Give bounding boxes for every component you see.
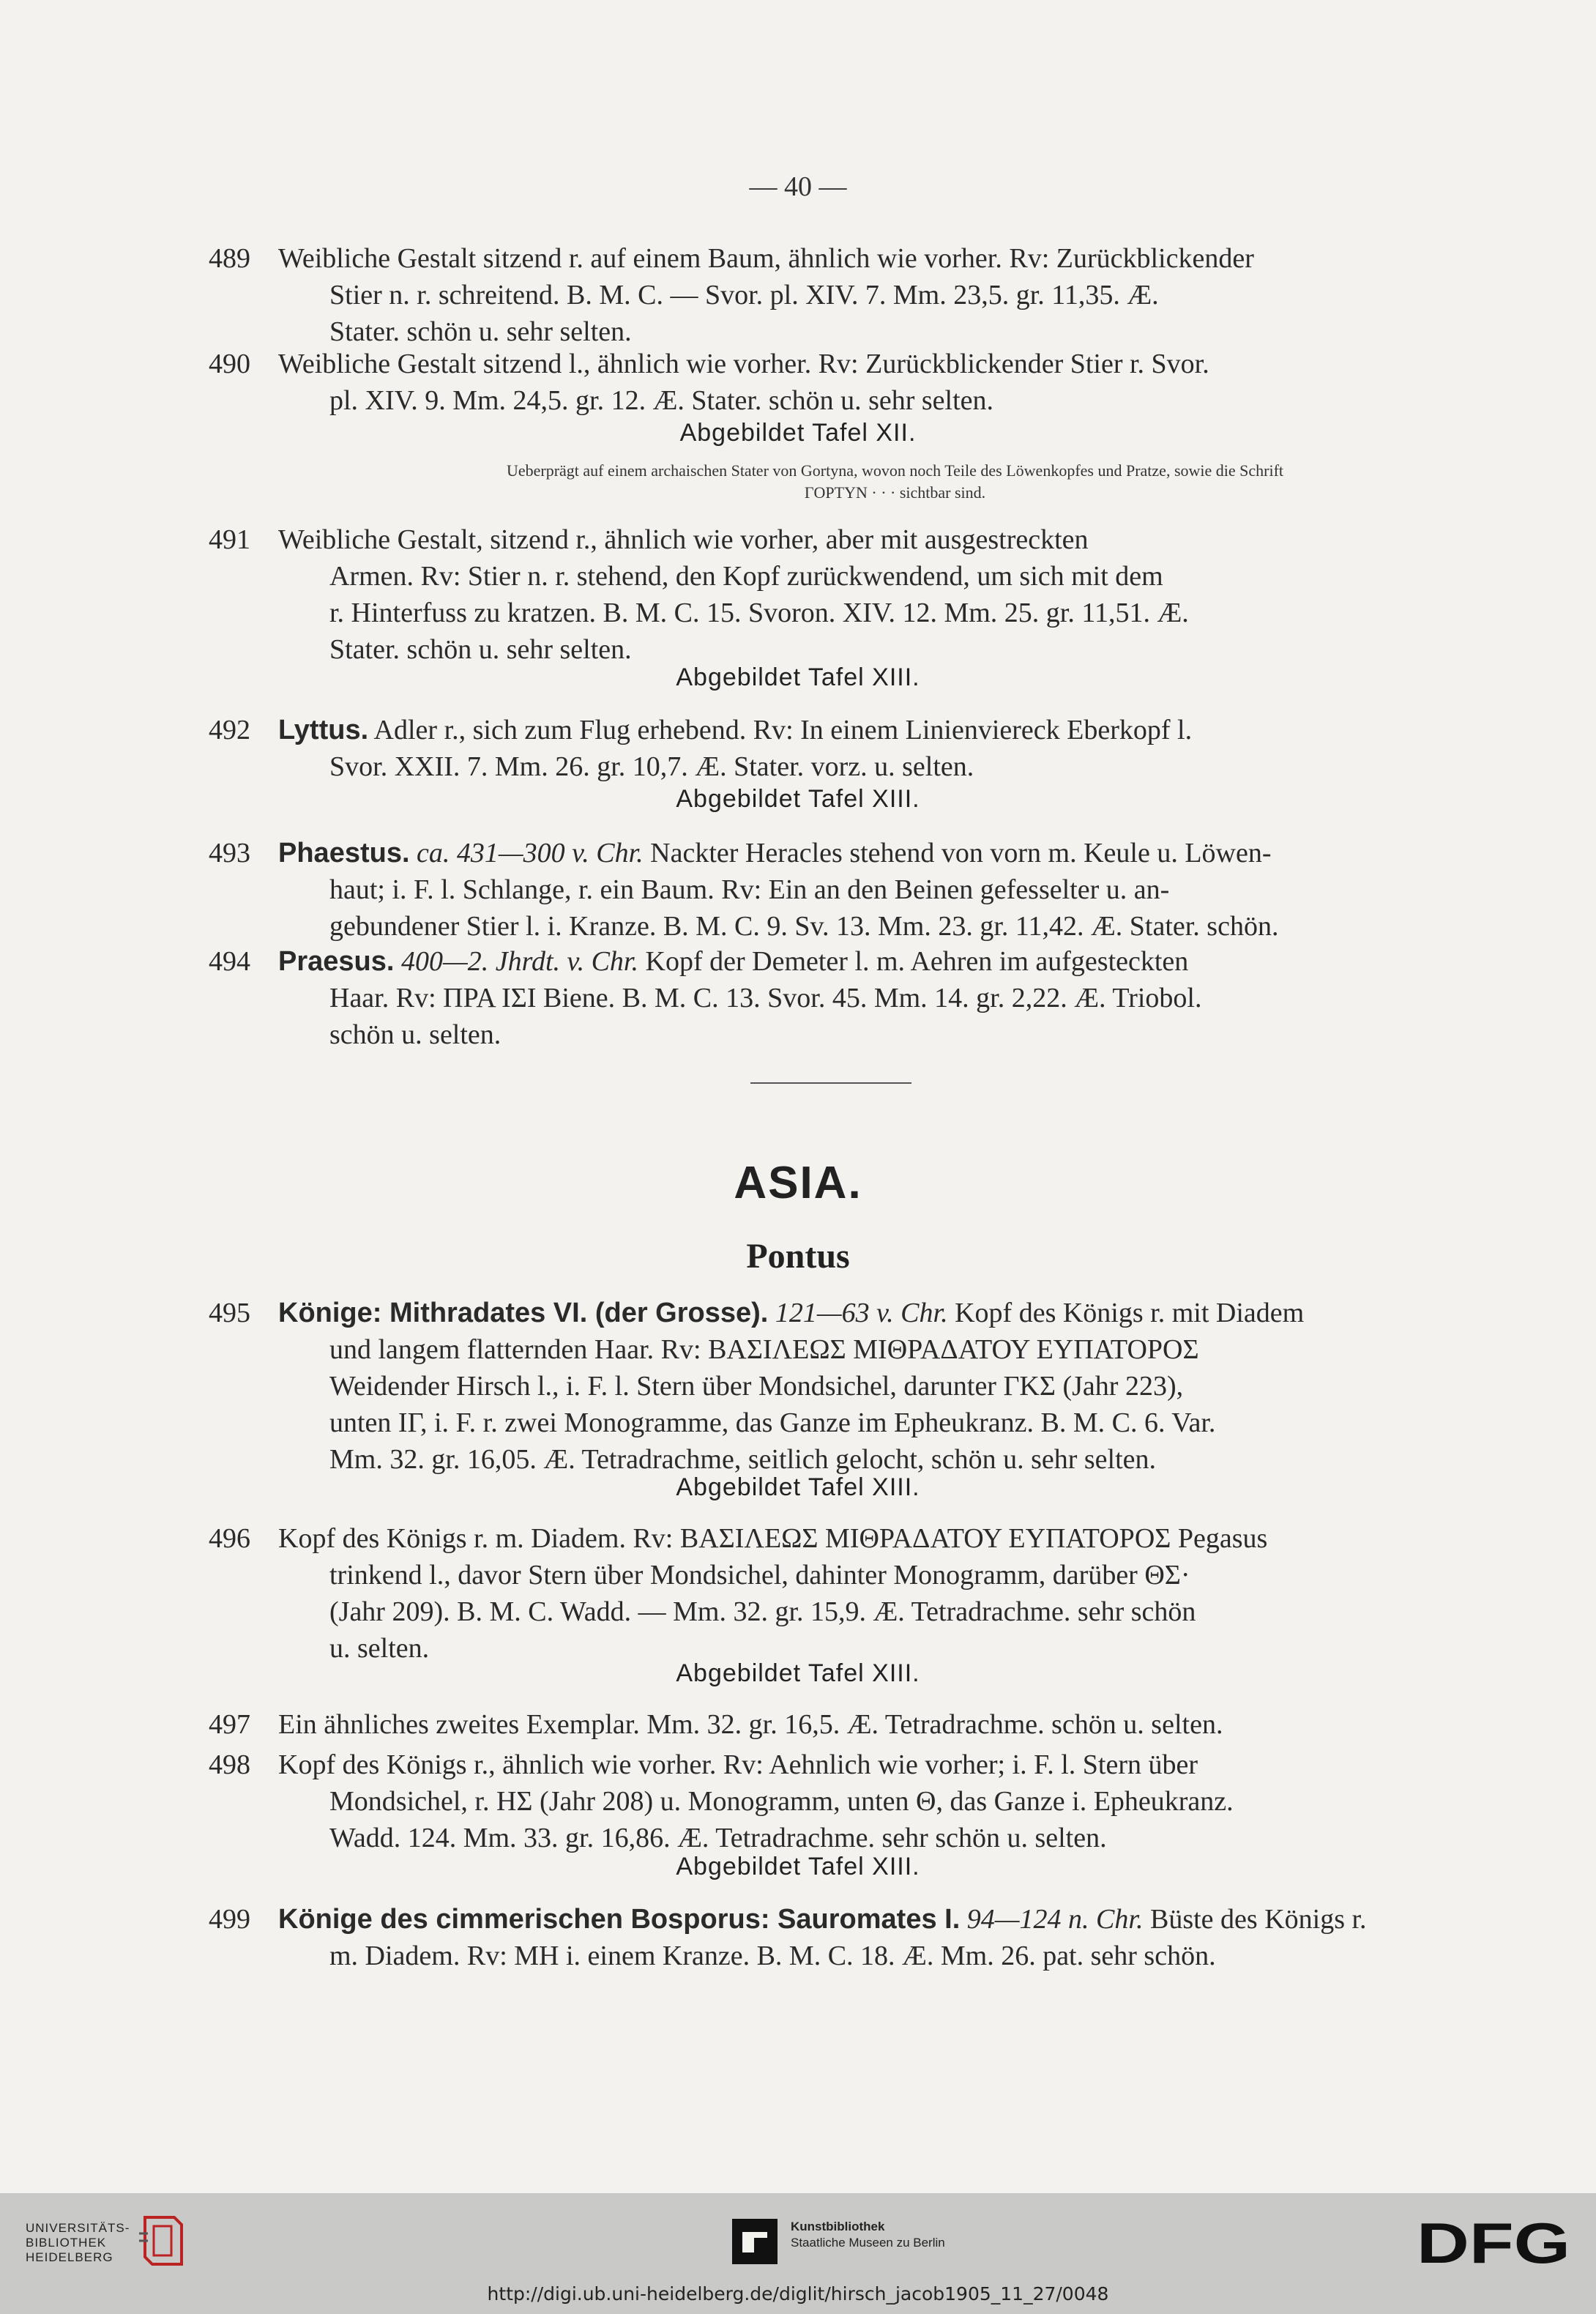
kunstbibliothek-label — [791, 2219, 945, 2251]
kunstbibliothek-logo-icon — [732, 2219, 778, 2264]
catalog-entry-490 — [209, 346, 1461, 419]
entry-line: Stater. schön u. sehr selten. — [329, 316, 632, 347]
ub-heidelberg-logo-icon — [139, 2211, 190, 2270]
catalog-entry-489 — [209, 240, 1461, 350]
entry-line: pl. XIV. 9. Mm. 24,5. gr. 12. Æ. Stater. schön u. sehr selten. — [329, 385, 994, 416]
catalog-entry-491 — [209, 521, 1461, 668]
page-url[interactable]: http://digi.ub.uni-heidelberg.de/diglit/hirsch_jacob1905_11_27/0048 — [487, 2283, 1109, 2304]
entry-number: 491 — [209, 524, 250, 555]
page-number: — 40 — — [749, 171, 847, 202]
entry-line: m. Diadem. Rv: ΜΗ i. einem Kranze. B. M. C. 18. Æ. Mm. 26. pat. sehr schön. — [329, 1941, 1216, 1971]
entry-line: Stier n. r. schreitend. B. M. C. — Svor. pl. XIV. 7. Mm. 23,5. gr. 11,35. Æ. — [329, 280, 1159, 310]
entry-heading: Könige: Mithradates VI. (der Grosse). — [278, 1298, 769, 1328]
entry-line: Kopf des Königs r. m. Diadem. Rv: ΒΑΣΙΛΕΩΣ ΜΙΘΡΑΔΑΤΟΥ ΕΥΠΑΤΟΡΟΣ Pegasus — [278, 1523, 1268, 1554]
catalog-entry-497 — [209, 1706, 1461, 1743]
entry-date: 94—124 n. Chr. — [960, 1904, 1144, 1935]
entry-line: Mm. 32. gr. 16,05. Æ. Tetradrachme, seitlich gelocht, schön u. sehr selten. — [329, 1444, 1157, 1475]
plate-reference: Abgebildet Tafel XIII. — [676, 1473, 920, 1501]
ub-heidelberg-label — [26, 2221, 130, 2265]
plate-reference: Abgebildet Tafel XII. — [679, 419, 917, 447]
entry-date: 400—2. Jhrdt. v. Chr. — [394, 946, 639, 977]
entry-line: Armen. Rv: Stier n. r. stehend, den Kopf zurückwendend, um sich mit dem — [329, 561, 1163, 592]
footnote — [329, 460, 1461, 504]
kb-sub: Staatliche Museen zu Berlin — [791, 2236, 945, 2250]
entry-heading: Praesus. — [278, 946, 395, 977]
entry-line: Ein ähnliches zweites Exemplar. Mm. 32. gr. 16,5. Æ. Tetradrachme. schön u. selten. — [278, 1709, 1223, 1740]
entry-number: 497 — [209, 1709, 250, 1740]
dfg-logo-icon — [1417, 2217, 1574, 2269]
catalog-entry-494 — [209, 943, 1461, 1053]
entry-line: Kopf der Demeter l. m. Aehren im aufgesteckten — [638, 946, 1189, 977]
catalog-entry-499 — [209, 1901, 1461, 1974]
entry-line: trinkend l., davor Stern über Mondsichel, dahinter Monogramm, darüber ΘΣ· — [329, 1560, 1190, 1591]
entry-line: und langem flatternden Haar. Rv: ΒΑΣΙΛΕΩΣ ΜΙΘΡΑΔΑΤΟΥ ΕΥΠΑΤΟΡΟΣ — [329, 1334, 1199, 1365]
catalog-entry-492 — [209, 712, 1461, 785]
entry-number: 496 — [209, 1523, 250, 1554]
catalog-entry-495 — [209, 1295, 1461, 1478]
entry-line: Stater. schön u. sehr selten. — [329, 634, 632, 665]
entry-line: Wadd. 124. Mm. 33. gr. 16,86. Æ. Tetradrachme. sehr schön u. selten. — [329, 1823, 1107, 1853]
ub-line: HEIDELBERG — [26, 2250, 113, 2264]
plate-reference: Abgebildet Tafel XIII. — [676, 1853, 920, 1880]
footnote-line: Ueberprägt auf einem archaischen Stater von Gortyna, wovon noch Teile des Löwenkopfes und Pratze, sowie die Schrift — [506, 461, 1284, 480]
entry-number: 493 — [209, 838, 250, 868]
entry-number: 495 — [209, 1298, 250, 1328]
catalog-entry-493 — [209, 835, 1461, 945]
entry-date: ca. 431—300 v. Chr. — [409, 838, 644, 868]
entry-line: Kopf des Königs r., ähnlich wie vorher. Rv: Aehnlich wie vorher; i. F. l. Stern über — [278, 1749, 1198, 1780]
entry-number: 492 — [209, 715, 250, 745]
entry-line: Mondsichel, r. ΗΣ (Jahr 208) u. Monogramm, unten Θ, das Ganze i. Epheukranz. — [329, 1786, 1234, 1817]
entry-number: 498 — [209, 1749, 250, 1780]
entry-number: 494 — [209, 946, 250, 977]
entry-line: Nackter Heracles stehend von vorn m. Keule u. Löwen- — [643, 838, 1272, 868]
entry-line: Adler r., sich zum Flug erhebend. Rv: In einem Linienviereck Eberkopf l. — [368, 715, 1193, 745]
entry-line: Weibliche Gestalt, sitzend r., ähnlich wie vorher, aber mit ausgestreckten — [278, 524, 1089, 555]
entry-line: Weidender Hirsch l., i. F. l. Stern über Mondsichel, darunter ΓΚΣ (Jahr 223), — [329, 1371, 1184, 1402]
ub-line: BIBLIOTHEK — [26, 2236, 107, 2250]
entry-line: Svor. XXII. 7. Mm. 26. gr. 10,7. Æ. Stater. vorz. u. selten. — [329, 751, 974, 782]
entry-line: Büste des Königs r. — [1143, 1904, 1367, 1935]
plate-reference: Abgebildet Tafel XIII. — [676, 663, 920, 691]
entry-heading: Phaestus. — [278, 838, 410, 868]
entry-line: Weibliche Gestalt sitzend l., ähnlich wie vorher. Rv: Zurückblickender Stier r. Svor. — [278, 349, 1209, 379]
entry-line: u. selten. — [329, 1633, 430, 1664]
section-title: ASIA. — [734, 1158, 862, 1208]
kb-name: Kunstbibliothek — [791, 2220, 885, 2233]
plate-reference: Abgebildet Tafel XIII. — [676, 785, 920, 813]
entry-heading: Lyttus. — [278, 715, 369, 745]
entry-number: 489 — [209, 243, 250, 274]
section-divider — [750, 1082, 911, 1084]
entry-line: r. Hinterfuss zu kratzen. B. M. C. 15. Svoron. XIV. 12. Mm. 25. gr. 11,51. Æ. — [329, 598, 1189, 628]
catalog-entry-498 — [209, 1746, 1461, 1856]
entry-line: Weibliche Gestalt sitzend r. auf einem Baum, ähnlich wie vorher. Rv: Zurückblickender — [278, 243, 1254, 274]
dfg-text: DFG — [1417, 2217, 1570, 2269]
entry-date: 121—63 v. Chr. — [768, 1298, 948, 1328]
entry-number: 499 — [209, 1904, 250, 1935]
entry-line: haut; i. F. l. Schlange, r. ein Baum. Rv: Ein an den Beinen gefesselter u. an- — [329, 874, 1170, 905]
entry-line: (Jahr 209). B. M. C. Wadd. — Mm. 32. gr. 15,9. Æ. Tetradrachme. sehr schön — [329, 1596, 1196, 1627]
entry-line: Kopf des Königs r. mit Diadem — [947, 1298, 1305, 1328]
ub-line: UNIVERSITÄTS- — [26, 2221, 130, 2235]
entry-line: Haar. Rv: ΠΡΑ ΙΣΙ Biene. B. M. C. 13. Svor. 45. Mm. 14. gr. 2,22. Æ. Triobol. — [329, 983, 1202, 1013]
footnote-line: ΓΟΡΤΥΝ · · · sichtbar sind. — [804, 483, 986, 502]
section-subtitle: Pontus — [746, 1237, 850, 1276]
entry-line: unten ΙΓ, i. F. r. zwei Monogramme, das Ganze im Epheukranz. B. M. C. 6. Var. — [329, 1407, 1216, 1438]
plate-reference: Abgebildet Tafel XIII. — [676, 1659, 920, 1687]
catalog-entry-496 — [209, 1520, 1461, 1667]
entry-line: gebundener Stier l. i. Kranze. B. M. C. 9. Sv. 13. Mm. 23. gr. 11,42. Æ. Stater. schön. — [329, 911, 1279, 942]
entry-heading: Könige des cimmerischen Bosporus: Sauromates I. — [278, 1904, 961, 1935]
entry-line: schön u. selten. — [329, 1019, 501, 1050]
entry-number: 490 — [209, 349, 250, 379]
